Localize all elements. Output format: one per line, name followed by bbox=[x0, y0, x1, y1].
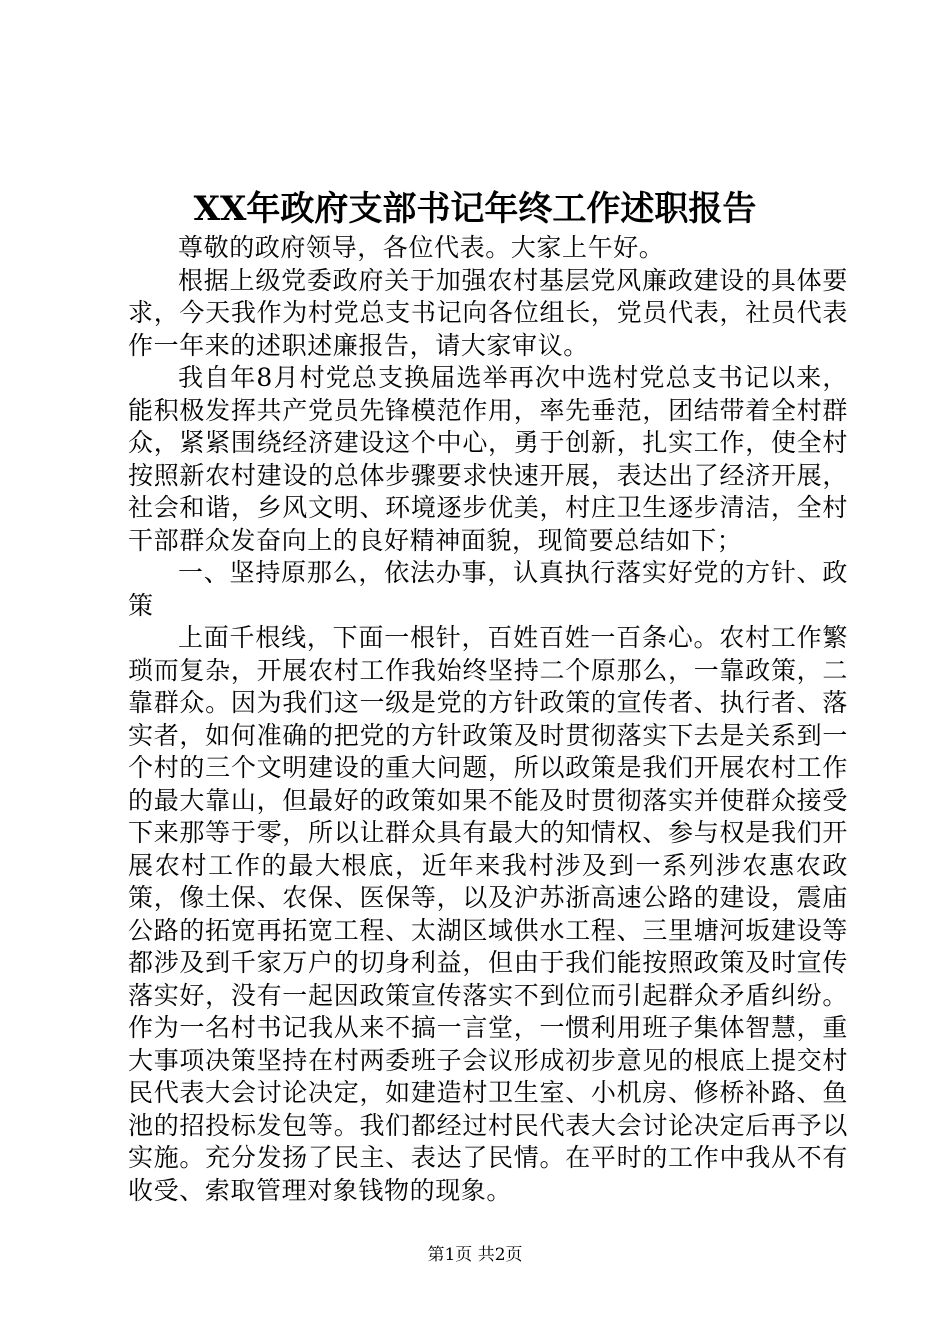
section-heading-1: 一、坚持原那么，依法办事，认真执行落实好党的方针、政策 bbox=[128, 558, 848, 620]
paragraph-section-1-body: 上面千根线，下面一根针，百姓百姓一百条心。农村工作繁琐而复杂，开展农村工作我始终坚持二个原那么，一靠政策，二靠群众。因为我们这一级是党的方针政策的宣传者、执行者、落实者，如何准确的把党的方针政策及时贯彻落实下去是关系到一个村的三个文明建设的重大问题，所以政策是我们开展农村工作的最大靠山，但最好的政策如果不能及时贯彻落实并使群众接受下来那等于零，所以让群众具有最大的知情权、参与权是我们开展农村工作的最大根底，近年来我村涉及到一系列涉农惠农政策，像土保、农保、医保等，以及沪苏浙高速公路的建设，震庙公路的拓宽再拓宽工程、太湖区域供水工程、三里塘河坂建设等都涉及到千家万户的切身利益，但由于我们能按照政策及时宣传落实好，没有一起因政策宣传落实不到位而引起群众矛盾纠纷。作为一名村书记我从来不搞一言堂，一惯利用班子集体智慧，重大事项决策坚持在村两委班子会议形成初步意见的根底上提交村民代表大会讨论决定，如建造村卫生室、小机房、修桥补路、鱼池的招投标发包等。我们都经过村民代表大会讨论决定后再予以实施。充分发扬了民主、表达了民情。在平时的工作中我从不有收受、索取管理对象钱物的现象。 bbox=[128, 623, 848, 1205]
paragraph-intro: 根据上级党委政府关于加强农村基层党风廉政建设的具体要求，今天我作为村党总支书记向各位组长，党员代表，社员代表作一年来的述职述廉报告，请大家审议。 bbox=[128, 265, 848, 360]
paragraph-summary: 我自年8月村党总支换届选举再次中选村党总支书记以来，能积极发挥共产党员先锋模范作用，率先垂范，团结带着全村群众，紧紧围绕经济建设这个中心，勇于创新，扎实工作，使全村按照新农村建设的总体步骤要求快速开展，表达出了经济开展，社会和谐，乡风文明、环境逐步优美，村庄卫生逐步清洁，全村干部群众发奋向上的良好精神面貌，现简要总结如下； bbox=[128, 363, 848, 555]
paragraph-greeting: 尊敬的政府领导，各位代表。大家上午好。 bbox=[178, 233, 665, 262]
document-body bbox=[128, 232, 848, 1207]
document-title: XX年政府支部书记年终工作述职报告 bbox=[193, 189, 757, 229]
page-footer: 第1页 共2页 bbox=[427, 1245, 523, 1265]
